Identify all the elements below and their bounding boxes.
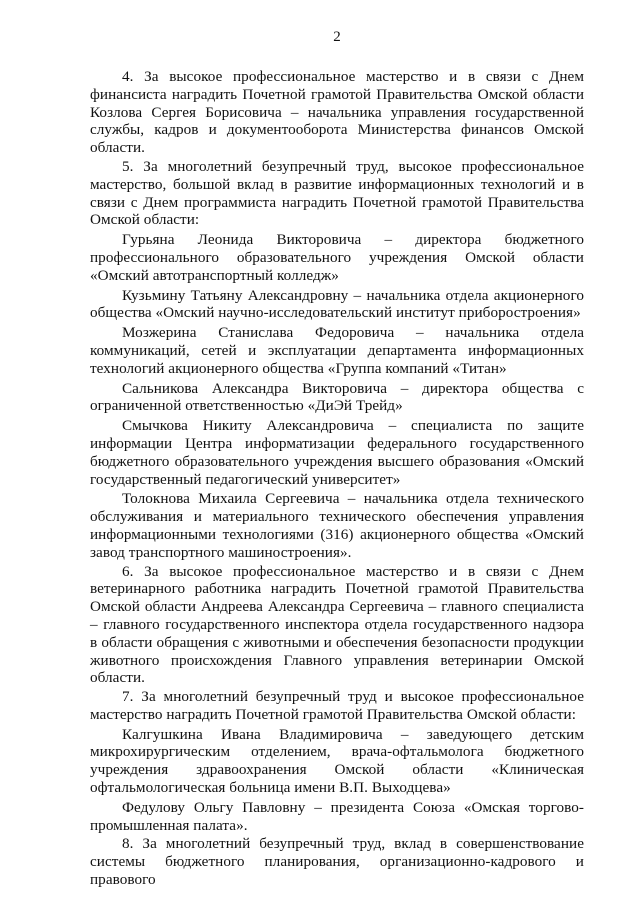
paragraph-item-7: 7. За многолетний безупречный труд и высокое профессиональное мастерство наградить Почетной грамотой Правительства Омской области:: [90, 688, 584, 723]
awardee-guryan: Гурьяна Леонида Викторовича – директора бюджетного профессионального образовательного учреждения Омской области «Омский автотранспортный колледж»: [90, 231, 584, 284]
awardee-fedulova: Федулову Ольгу Павловну – президента Союза «Омская торгово-промышленная палата».: [90, 798, 584, 834]
awardee-kalgushkin: Калгушкина Ивана Владимировича – заведующего детским микрохирургическим отделением, врача-офтальмолога бюджетного учреждения здравоохранения Омской области «Клиническая офтальмологическая больница имени В.П. Выходцева»: [90, 725, 584, 797]
awardee-salnikov: Сальникова Александра Викторовича – директора общества с ограниченной ответственностью «ДиЭй Трейд»: [90, 379, 584, 415]
paragraph-item-5: 5. За многолетний безупречный труд, высокое профессиональное мастерство, большой вклад в развитие информационных технологий и в связи с Днем программиста наградить Почетной грамотой Правительства Омской области:: [90, 157, 584, 229]
page-number: 2: [333, 29, 341, 45]
awardee-mozzherin: Мозжерина Станислава Федоровича – начальника отдела коммуникаций, сетей и эксплуатации департамента информационных технологий акционерного общества «Группа компаний «Титан»: [90, 324, 584, 377]
awardee-toloknov: Толокнова Михаила Сергеевича – начальника отдела технического обслуживания и материального технического обеспечения управления информационными технологиями (316) акционерного общества «Омский завод транспортного машиностроения».: [90, 490, 584, 561]
paragraph-item-8: 8. За многолетний безупречный труд, вклад в совершенствование системы бюджетного планирования, организационно-кадрового и правового: [90, 835, 584, 889]
paragraph-item-4: 4. За высокое профессиональное мастерство и в связи с Днем финансиста наградить Почетной грамотой Правительства Омской области Козлова Сергея Борисовича – начальника управления государственной службы, кадров и документооборота Министерства финансов Омской области.: [90, 68, 584, 157]
awardee-kuzmina: Кузьмину Татьяну Александровну – начальника отдела акционерного общества «Омский научно-исследовательский институт приборостроения»: [90, 286, 584, 322]
paragraph-item-6: 6. За высокое профессиональное мастерство и в связи с Днем ветеринарного работника наградить Почетной грамотой Правительства Омской области Андреева Александра Сергеевича – главного специалиста – главного государственного инспектора отдела государственного надзора в области обращения с животными и обеспечения безопасности продукции животного происхождения Главного управления ветеринарии Омской области.: [90, 562, 584, 687]
awardee-smychkov: Смычкова Никиту Александровича – специалиста по защите информации Центра информатизации федерального государственного бюджетного образовательного учреждения высшего образования «Омский государственный педагогический университет»: [90, 417, 584, 488]
